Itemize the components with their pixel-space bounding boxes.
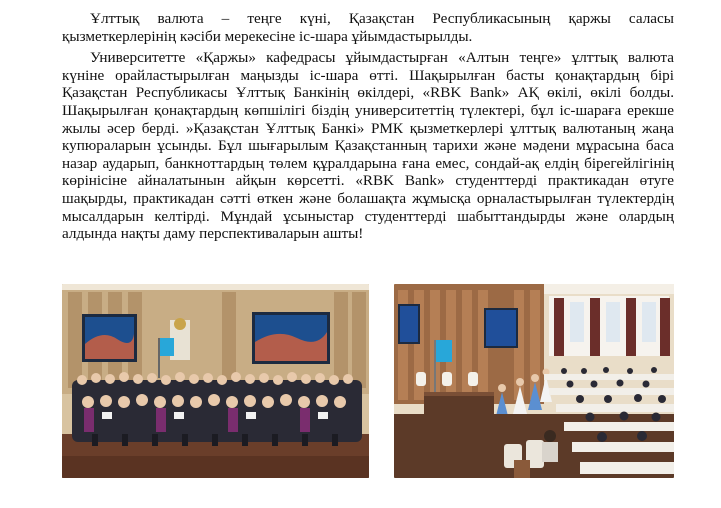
photo-row: [62, 284, 674, 478]
group-photo: [62, 284, 369, 478]
auditorium-photo-image: [394, 284, 674, 478]
group-photo-image: [62, 284, 369, 478]
main-paragraph: Университетте «Қаржы» кафедрасы ұйымдастырған «Алтын теңге» ұлттық валюта күніне орайластырылған маңызды іс-шара өтті. Шақырылған басты қонақтардың бірі Қазақстан Республикасы Ұлттық Банкінің өкілдері, «RBK Bank» АҚ өкілі, өкілі болды. Шақырылған қонақтардың көпшілігі біздің университеттің түлектері, бұл іс-шараға ерекше жылы әсер берді. »Қазақстан Ұлттық Банкі» РМК қызметкерлері ұлттық валютаның жаңа купюраларын ұсынды. Бұл шығарылым Қазақстанның тарихи және мәдени мұрасына баса назар аударып, банкноттардың төлем құралдарына ғана емес, сондай-ақ елдің бірегейлігінің көрінісіне айналатынын айқын көрсетті. «RBK Bank» студенттерді практикадан өтуге шақырды, практикадан сәтті өткен және болашақта жұмысқа орналастырылған түлектердің мысалдарын келтірді. Мұндай ұсыныстар студенттерді шабыттандырды және олардың алдында нақты даму перспективаларын ашты!: [62, 49, 674, 243]
intro-paragraph: Ұлттық валюта – теңге күні, Қазақстан Республикасының қаржы саласы қызметкерлерінің кәсіби мерекесіне іс-шара ұйымдастырылды.: [62, 10, 674, 45]
document-body: [62, 10, 674, 243]
auditorium-photo: [394, 284, 674, 478]
